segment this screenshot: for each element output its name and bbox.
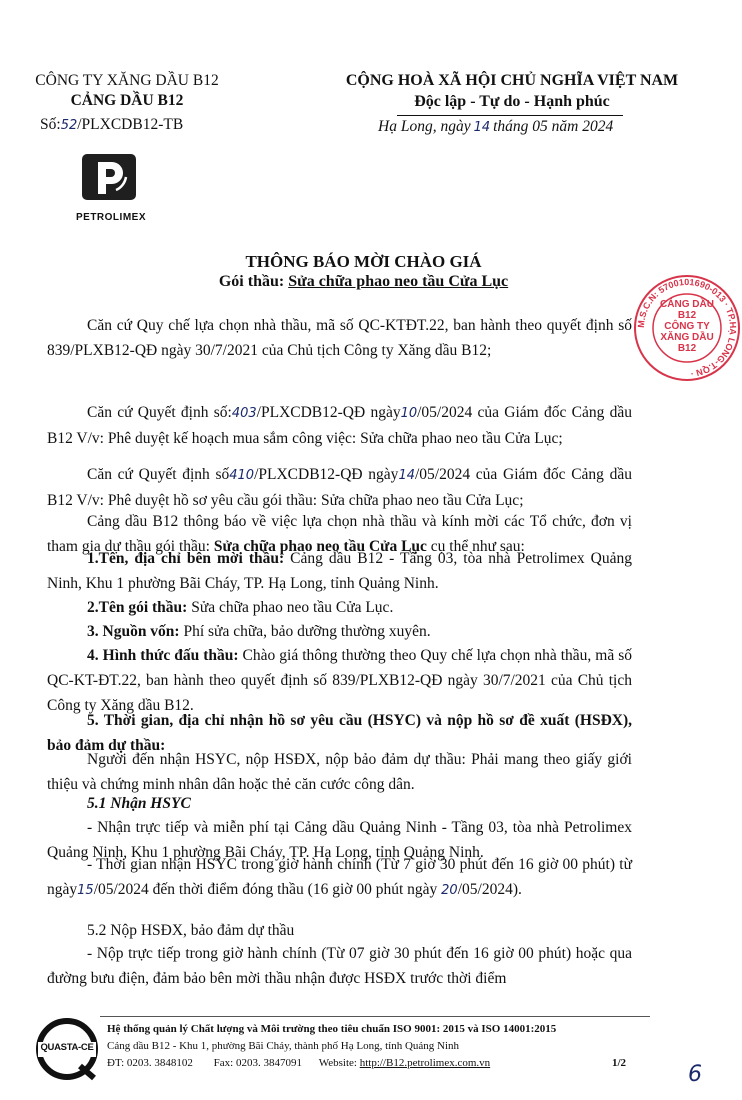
basis-paragraph-3 <box>47 462 632 513</box>
footer-handwritten-mark: 6 <box>688 1062 702 1087</box>
section-3-text: Phí sửa chữa, bảo dưỡng thường xuyên. <box>179 623 431 640</box>
basis-paragraph-2 <box>47 400 632 451</box>
section-5-1-paragraph-1: - Nhận trực tiếp và miễn phí tại Cảng dầu Quảng Ninh - Tầng 03, tòa nhà Petrolimex Quảng Ninh, Khu 1 phường Bãi Cháy, TP. Hạ Long, tỉnh Quảng Ninh. <box>47 819 632 861</box>
quasta-logo <box>36 1018 98 1080</box>
doc-no-suffix: /PLXCDB12-TB <box>77 116 184 133</box>
section-1-label: 1.Tên, địa chỉ bên mời thầu: <box>87 550 285 567</box>
stamp-line-5: B12 <box>677 343 697 354</box>
s51-p2-text-b: /05/2024 đến thời điểm đóng thầu (16 giờ 00 phút ngày <box>93 881 442 898</box>
stamp-ring-text: M.S.C.N: 5700101690-013 · TP.HẠ LONG-T.QN · <box>635 276 739 379</box>
p2-text-b: /PLXCDB12-QĐ ngày <box>256 404 401 421</box>
section-5-1-title: 5.1 Nhận HSYC <box>87 795 191 812</box>
section-3 <box>47 619 632 644</box>
stamp-line-1: CẢNG DẦU <box>660 299 714 310</box>
section-4 <box>47 643 632 718</box>
section-5-2-paragraph-1: - Nộp trực tiếp trong giờ hành chính (Từ 07 giờ 30 phút đến 16 giờ 00 phút) hoặc qua đường bưu điện, đảm bảo bên mời thầu nhận được HSĐX trước thời điểm <box>47 945 632 987</box>
national-motto: Độc lập - Tự do - Hạnh phúc <box>414 93 610 110</box>
section-1 <box>47 546 632 596</box>
package-name: Sửa chữa phao neo tầu Cửa Lục <box>288 273 509 290</box>
section-4-text: Chào giá thông thường theo Quy chế lựa chọn nhà thầu, mã số QC-KT-ĐT.22, ban hành theo quyết định số 839/PLXB12-QĐ ngày 30/7/2021 của Chủ tịch Công ty Xăng dầu B12. <box>47 647 632 714</box>
petrolimex-logo-text: PETROLIMEX <box>75 212 146 223</box>
doc-no-handwritten: 52 <box>60 118 78 133</box>
petrolimex-logo <box>66 152 156 222</box>
package-subtitle <box>0 273 727 291</box>
stamp-line-3: CÔNG TY <box>664 321 710 332</box>
footer-address: Cảng dầu B12 - Khu 1, phường Bãi Cháy, thành phố Hạ Long, tỉnh Quảng Ninh <box>107 1040 460 1052</box>
p2-decision-no-handwritten: 403 <box>231 406 257 421</box>
section-2 <box>47 595 632 620</box>
p3-text-a: Căn cứ Quyết định số <box>87 466 230 483</box>
date-prefix: Hạ Long, ngày <box>378 118 471 135</box>
motto-underline <box>397 115 623 116</box>
s51-p2-end-day-handwritten: 20 <box>441 883 458 898</box>
section-2-label: 2.Tên gói thầu: <box>87 599 188 616</box>
p4-text-a: Cảng dầu B12 thông báo về việc lựa chọn nhà thầu và kính mời các Tổ chức, đơn vị tham gia dự thầu gói thầu: <box>47 513 632 555</box>
p4-package-name: Sửa chữa phao neo tầu Cửa Lục <box>213 538 427 555</box>
section-5-heading: 5. Thời gian, địa chỉ nhận hồ sơ yêu cầu (HSYC) và nộp hồ sơ đề xuất (HSĐX), bảo đảm dự thầu: <box>47 712 632 754</box>
section-1-text: Cảng dầu B12 - Tầng 03, tòa nhà Petrolimex Quảng Ninh, Khu 1 phường Bãi Cháy, TP. Hạ Long, tỉnh Quảng Ninh. <box>47 550 632 592</box>
footer-website-label: Website: <box>318 1057 360 1069</box>
unit-name: CẢNG DẦU B12 <box>70 92 184 109</box>
company-name: CÔNG TY XĂNG DẦU B12 <box>35 72 219 89</box>
p3-text-c: /05/2024 của Giám đốc Cảng dầu B12 V/v: Phê duyệt hồ sơ yêu cầu gói thầu: Sửa chữa phao neo tầu Cửa Lục; <box>47 466 633 509</box>
document-title: THÔNG BÁO MỜI CHÀO GIÁ <box>245 252 482 271</box>
document-date <box>378 118 613 136</box>
footer-phone: ĐT: 0203. 3848102 <box>107 1057 193 1069</box>
s51-p2-text-c: /05/2024). <box>457 881 522 898</box>
p4-text-c: cụ thể như sau: <box>426 538 525 555</box>
stamp-line-2: B12 <box>677 310 697 321</box>
section-3-label: 3. Nguồn vốn: <box>87 623 180 640</box>
footer-fax: Fax: 0203. 3847091 <box>213 1057 302 1069</box>
country-name: CỘNG HOÀ XÃ HỘI CHỦ NGHĨA VIỆT NAM <box>345 72 679 89</box>
document-number <box>40 116 183 134</box>
p3-decision-no-handwritten: 410 <box>229 468 255 483</box>
s51-p2-start-day-handwritten: 15 <box>77 883 94 898</box>
p3-text-b: /PLXCDB12-QĐ ngày <box>254 466 399 483</box>
footer-page-number: 1/2 <box>612 1057 627 1069</box>
section-4-label: 4. Hình thức đấu thầu: <box>87 647 239 664</box>
section-5-2-title: 5.2 Nộp HSĐX, bảo đảm dự thầu <box>87 922 295 939</box>
date-day-handwritten: 14 <box>473 120 491 135</box>
doc-no-prefix: Số: <box>40 116 61 133</box>
section-2-text: Sửa chữa phao neo tầu Cửa Lục. <box>187 599 394 616</box>
section-5-1-paragraph-2 <box>47 852 632 903</box>
s51-p2-text-a: - Thời gian nhận HSYC trong giờ hành chính (Từ 7 giờ 30 phút đến 16 giờ 00 phút) từ ngày <box>47 856 632 898</box>
date-suffix: tháng 05 năm 2024 <box>493 118 614 135</box>
footer-contacts <box>107 1055 647 1072</box>
footer-iso-line: Hệ thống quản lý Chất lượng và Môi trường theo tiêu chuẩn ISO 9001: 2015 và ISO 14001:2015 <box>107 1023 557 1035</box>
petrolimex-logo-icon <box>66 152 156 204</box>
package-label: Gói thầu: <box>218 273 285 290</box>
p2-day-handwritten: 10 <box>400 406 418 421</box>
footer-website-link[interactable]: http://B12.petrolimex.com.vn <box>359 1057 491 1069</box>
section-5-text: Người đến nhận HSYC, nộp HSĐX, nộp bảo đảm dự thầu: Phải mang theo giấy giới thiệu và chứng minh nhân dân hoặc thẻ căn cước công dân. <box>47 751 632 793</box>
footer-divider <box>100 1016 650 1017</box>
stamp-line-4: XĂNG DẦU <box>660 332 714 343</box>
basis-paragraph-1: Căn cứ Quy chế lựa chọn nhà thầu, mã số QC-KTĐT.22, ban hành theo quyết định số 839/PLXB12-QĐ ngày 30/7/2021 của Chủ tịch Công ty Xăng dầu B12; <box>47 317 632 359</box>
p2-text-a: Căn cứ Quyết định số: <box>87 404 232 421</box>
quasta-logo-text: QUASTA-CE <box>40 1042 94 1053</box>
p2-text-c: /05/2024 của Giám đốc Cảng dầu B12 V/v: Phê duyệt kế hoạch mua sắm công việc: Sửa chữa phao neo tầu Cửa Lục; <box>47 404 632 447</box>
p3-day-handwritten: 14 <box>398 468 415 483</box>
